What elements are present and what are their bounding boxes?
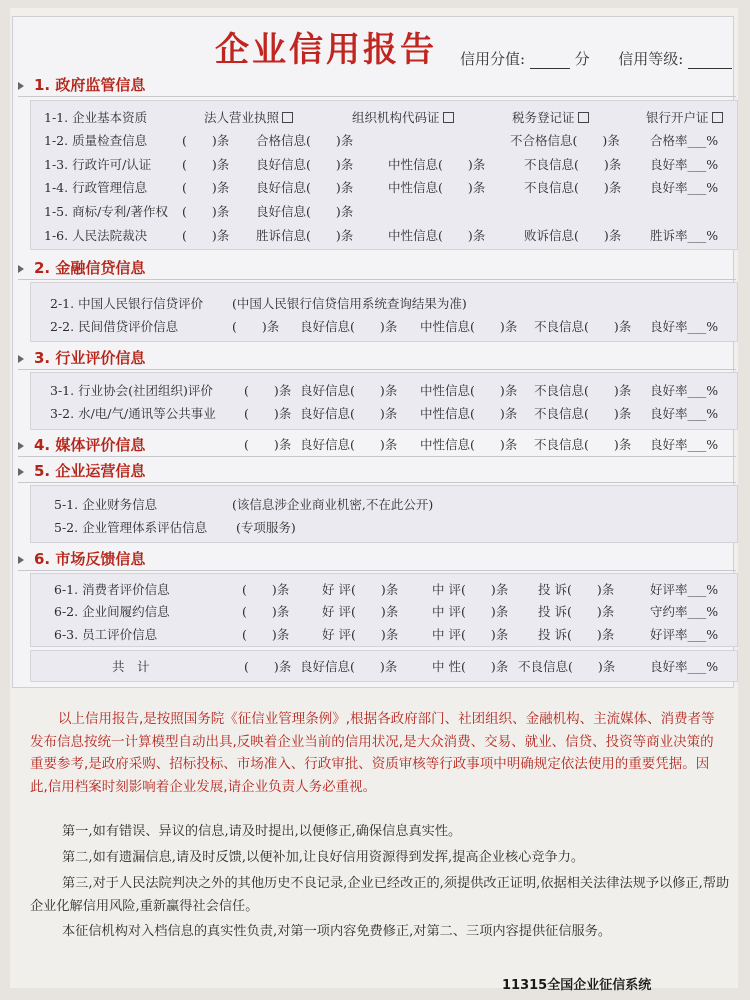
row-1-6: 1-6. 人民法院裁决 ( )条 胜诉信息( )条 中性信息( )条 败诉信息( )条 胜诉率___% — [44, 228, 719, 243]
note-1: 第一,如有错误、异议的信息,请及时提出,以便修正,确保信息真实性。 — [62, 824, 462, 839]
report-title: 企业信用报告 — [215, 30, 437, 70]
score-line — [460, 48, 732, 69]
triangle-icon — [18, 82, 24, 90]
section-heading-3: 3. 行业评价信息 — [18, 347, 736, 367]
section-heading-1: 1. 政府监管信息 — [18, 74, 736, 94]
checkbox-icon[interactable] — [712, 112, 723, 123]
triangle-icon — [18, 468, 24, 476]
checkbox-icon[interactable] — [578, 112, 589, 123]
row-3-2: 3-2. 水/电/气/通讯等公共事业 ( )条 良好信息( )条 中性信息( )条 不良信息( )条 良好率___% — [50, 406, 719, 421]
row-6-1: 6-1. 消费者评价信息 ( )条 好 评( )条 中 评( )条 投 诉( )条 好评率___% — [54, 582, 719, 597]
note-2: 第二,如有遗漏信息,请及时反馈,以便补加,让良好信用资源得到发挥,提高企业核心竞争力。 — [62, 850, 585, 865]
row-2-1: 2-1. 中国人民银行信贷评价 (中国人民银行信贷信用系统查询结果为准) — [50, 296, 467, 311]
row-1-2: 1-2. 质量检查信息 ( )条 合格信息( )条 不合格信息( )条 合格率___% — [44, 133, 719, 148]
row-1-4: 1-4. 行政管理信息 ( )条 良好信息( )条 中性信息( )条 不良信息( )条 良好率___% — [44, 180, 719, 195]
triangle-icon — [18, 355, 24, 363]
total-row: 共 计 ( )条 良好信息( )条 中 性( )条 不良信息( )条 良好率___% — [112, 659, 719, 674]
section-heading-5: 5. 企业运营信息 — [18, 460, 736, 480]
row-1-3: 1-3. 行政许可/认证 ( )条 良好信息( )条 中性信息( )条 不良信息( )条 良好率___% — [44, 157, 719, 172]
section-heading-2: 2. 金融信贷信息 — [18, 257, 736, 277]
row-4: ( )条 良好信息( )条 中性信息( )条 不良信息( )条 良好率___% — [244, 437, 719, 452]
grade-blank — [688, 54, 732, 69]
row-6-3: 6-3. 员工评价信息 ( )条 好 评( )条 中 评( )条 投 诉( )条 好评率___% — [54, 627, 719, 642]
row-6-2: 6-2. 企业间履约信息 ( )条 好 评( )条 中 评( )条 投 诉( )条 守约率___% — [54, 604, 719, 619]
triangle-icon — [18, 556, 24, 564]
section-heading-4: 4. 媒体评价信息 — [18, 434, 736, 454]
row-1-5: 1-5. 商标/专利/著作权 ( )条 良好信息( )条 — [44, 204, 354, 219]
grade-label: 信用等级: — [618, 50, 684, 68]
score-unit: 分 — [574, 50, 590, 68]
row-2-2: 2-2. 民间借贷评价信息 ( )条 良好信息( )条 中性信息( )条 不良信息( )条 良好率___% — [50, 319, 719, 334]
triangle-icon — [18, 265, 24, 273]
note-3: 第三,对于人民法院判决之外的其他历史不良记录,企业已经改正的,须提供改正证明,依据相关法律法规予以修正,帮助企业化解信用风险,重新赢得社会信任。 — [30, 876, 730, 914]
row-1-1: 1-1. 企业基本资质 法人营业执照 组织机构代码证 税务登记证 银行开户证 — [0, 108, 750, 128]
row-3-1: 3-1. 行业协会(社团组织)评价 ( )条 良好信息( )条 中性信息( )条 不良信息( )条 良好率___% — [50, 383, 719, 398]
score-label: 信用分值: — [460, 50, 526, 68]
score-blank — [530, 54, 570, 69]
section-heading-6: 6. 市场反馈信息 — [18, 548, 736, 568]
row-5-2: 5-2. 企业管理体系评估信息 (专项服务) — [54, 520, 296, 535]
note-4: 本征信机构对入档信息的真实性负责,对第一项内容免费修正,对第二、三项内容提供征信服务。 — [62, 924, 612, 939]
report-description: 以上信用报告,是按照国务院《征信业管理条例》,根据各政府部门、社团组织、金融机构、主流媒体、消费者等发布信息按统一计算模型自动出具,反映着企业当前的信用状况,是大众消费、交易、就业、信贷、投资等商业决策的重要参考,是政府采购、招标投标、市场准入、行政审批、资质审核等行政事项中明确规定依法使用的重要凭据。因此,信用档案时刻影响着企业发展,请企业负责人务必重视。 — [30, 711, 715, 795]
footer-system-name: 11315全国企业征信系统 — [502, 978, 652, 993]
checkbox-icon[interactable] — [282, 112, 293, 123]
checkbox-icon[interactable] — [443, 112, 454, 123]
row-5-1: 5-1. 企业财务信息 (该信息涉企业商业机密,不在此公开) — [54, 497, 434, 512]
